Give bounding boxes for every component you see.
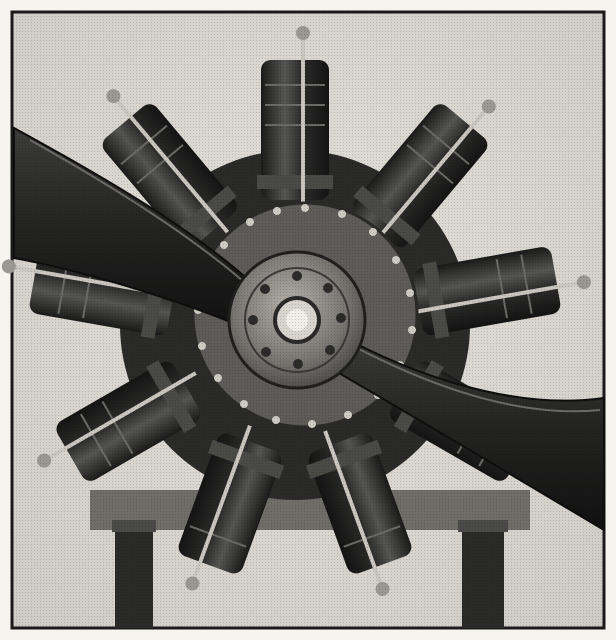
halftone-texture	[12, 12, 604, 628]
